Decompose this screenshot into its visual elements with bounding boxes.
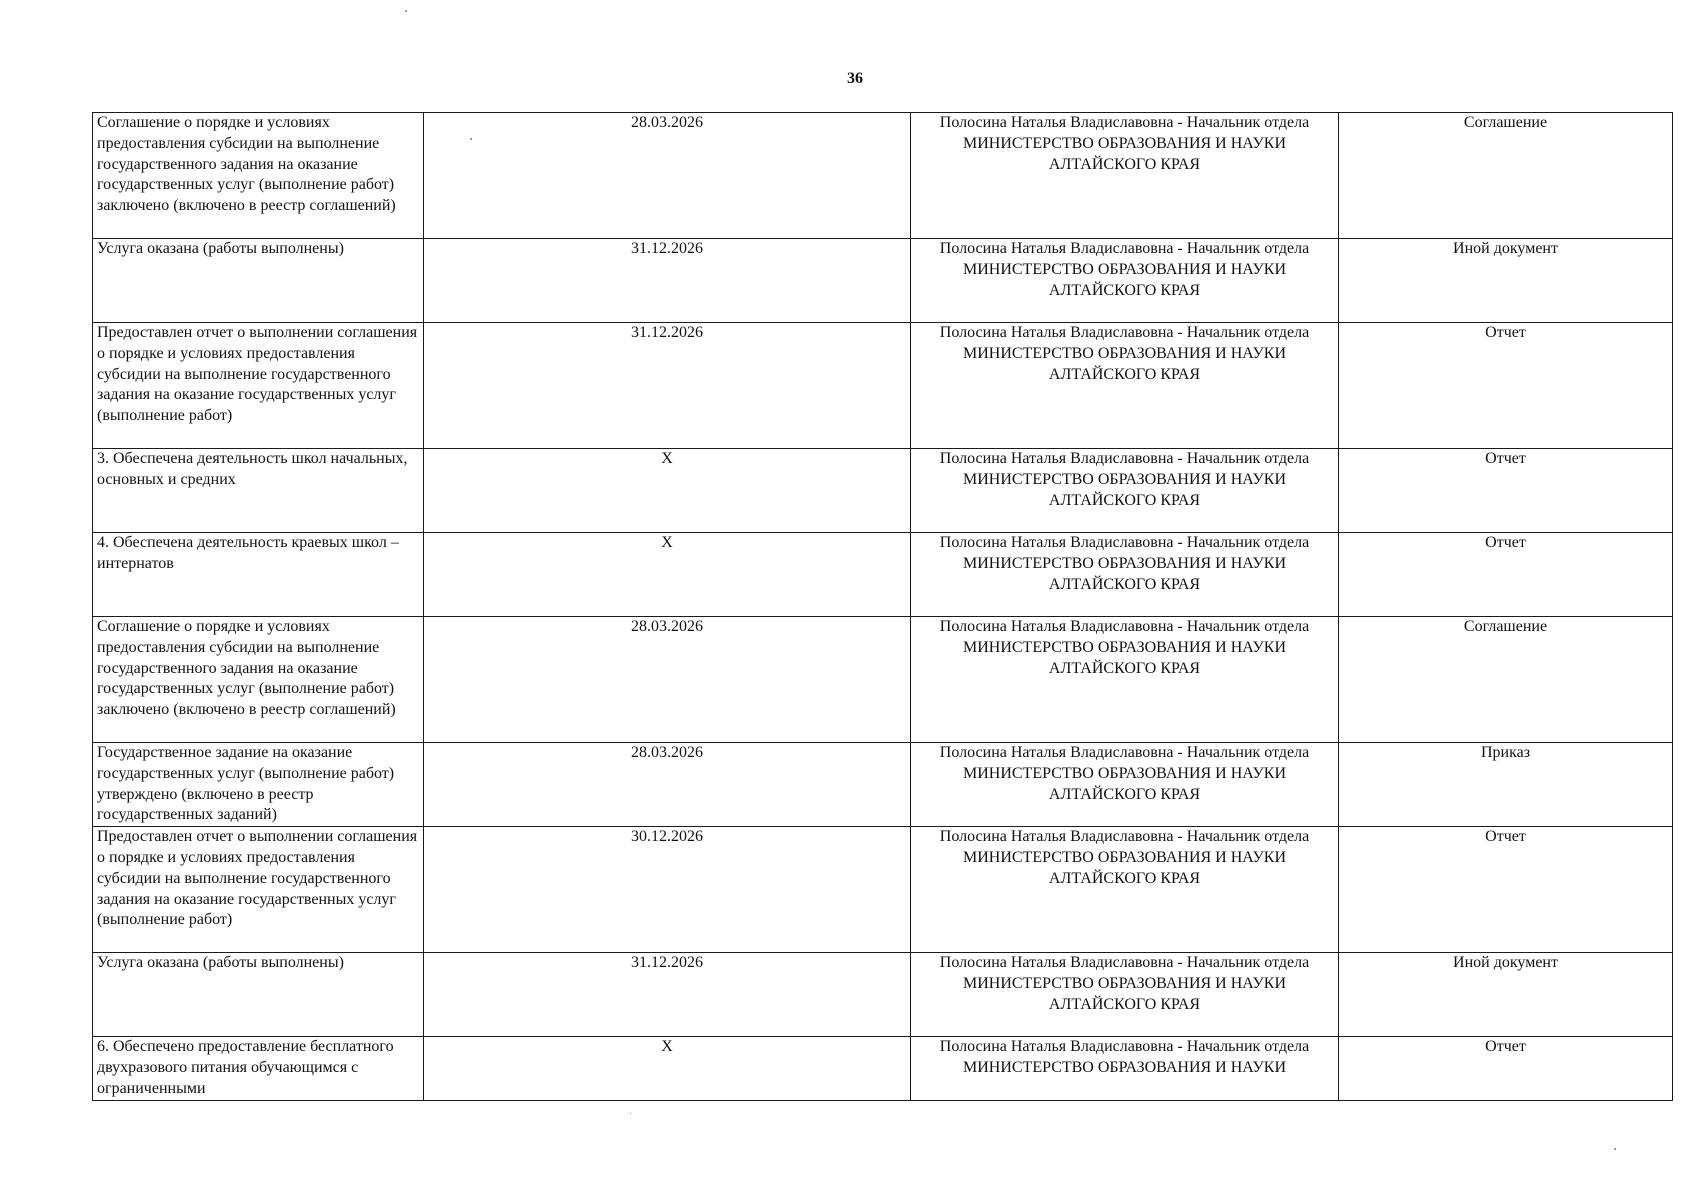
event-cell: Услуга оказана (работы выполнены) [93, 239, 424, 323]
responsible-cell [911, 449, 1339, 533]
date-cell: X [424, 449, 911, 533]
responsible-person: Полосина Наталья Владиславовна - Начальник отдела [939, 618, 1310, 635]
document-type-cell: Отчет [1339, 449, 1673, 533]
event-cell: 6. Обеспечено предоставление бесплатного двухразового питания обучающимся с ограниченными [93, 1037, 424, 1100]
responsible-org: МИНИСТЕРСТВО ОБРАЗОВАНИЯ И НАУКИ АЛТАЙСКОГО КРАЯ [962, 344, 1286, 383]
responsible-person: Полосина Наталья Владиславовна - Начальник отдела [939, 240, 1310, 257]
table-row [93, 617, 1673, 743]
responsible-person: Полосина Наталья Владиславовна - Начальник отдела [939, 534, 1310, 551]
date-cell: 28.03.2026 [424, 617, 911, 743]
event-cell: Соглашение о порядке и условиях предоставления субсидии на выполнение государственного задания на оказание государственных услуг (выполнение работ) заключено (включено в реестр соглашений) [93, 617, 424, 743]
date-cell: 28.03.2026 [424, 113, 911, 239]
scan-speck [470, 138, 472, 140]
table-row [93, 743, 1673, 827]
scan-speck [405, 10, 407, 12]
date-cell: 31.12.2026 [424, 953, 911, 1037]
responsible-org: МИНИСТЕРСТВО ОБРАЗОВАНИЯ И НАУКИ АЛТАЙСКОГО КРАЯ [962, 764, 1286, 803]
responsible-person: Полосина Наталья Владиславовна - Начальник отдела [939, 324, 1310, 341]
date-cell: X [424, 533, 911, 617]
responsible-person: Полосина Наталья Владиславовна - Начальник отдела [939, 114, 1310, 131]
page-number: 36 [847, 70, 863, 87]
event-cell: Предоставлен отчет о выполнении соглашения о порядке и условиях предоставления субсидии на выполнение государственного задания на оказание государственных услуг (выполнение работ) [93, 323, 424, 449]
date-cell: 31.12.2026 [424, 323, 911, 449]
responsible-cell [911, 1037, 1339, 1100]
table-row [93, 239, 1673, 323]
responsible-org: МИНИСТЕРСТВО ОБРАЗОВАНИЯ И НАУКИ АЛТАЙСКОГО КРАЯ [962, 260, 1286, 299]
document-type-cell: Соглашение [1339, 113, 1673, 239]
responsible-person: Полосина Наталья Владиславовна - Начальник отдела [939, 450, 1310, 467]
document-type-cell: Отчет [1339, 1037, 1673, 1100]
date-cell: 30.12.2026 [424, 827, 911, 953]
responsible-cell [911, 617, 1339, 743]
document-type-cell: Приказ [1339, 743, 1673, 827]
table-row [93, 113, 1673, 239]
plan-table [92, 112, 1673, 1101]
scan-speck [630, 1113, 631, 1114]
event-cell: Государственное задание на оказание государственных услуг (выполнение работ) утверждено (включено в реестр государственных заданий) [93, 743, 424, 827]
responsible-person: Полосина Наталья Владиславовна - Начальник отдела [939, 744, 1310, 761]
date-cell: 28.03.2026 [424, 743, 911, 827]
responsible-cell [911, 743, 1339, 827]
table-row [93, 323, 1673, 449]
event-cell: Услуга оказана (работы выполнены) [93, 953, 424, 1037]
scan-speck [1614, 1148, 1616, 1150]
responsible-cell [911, 323, 1339, 449]
responsible-cell [911, 953, 1339, 1037]
table-row [93, 449, 1673, 533]
date-cell: 31.12.2026 [424, 239, 911, 323]
responsible-cell [911, 827, 1339, 953]
responsible-cell [911, 239, 1339, 323]
responsible-org: МИНИСТЕРСТВО ОБРАЗОВАНИЯ И НАУКИ АЛТАЙСКОГО КРАЯ [962, 470, 1286, 509]
document-type-cell: Иной документ [1339, 953, 1673, 1037]
date-cell: X [424, 1037, 911, 1100]
table-row [93, 1037, 1673, 1100]
responsible-org: МИНИСТЕРСТВО ОБРАЗОВАНИЯ И НАУКИ АЛТАЙСКОГО КРАЯ [962, 848, 1286, 887]
table-row [93, 953, 1673, 1037]
responsible-person: Полосина Наталья Владиславовна - Начальник отдела [939, 828, 1310, 846]
responsible-cell [911, 113, 1339, 239]
responsible-org: МИНИСТЕРСТВО ОБРАЗОВАНИЯ И НАУКИ АЛТАЙСКОГО КРАЯ [962, 638, 1286, 677]
responsible-org: МИНИСТЕРСТВО ОБРАЗОВАНИЯ И НАУКИ АЛТАЙСКОГО КРАЯ [962, 134, 1286, 173]
event-cell: Соглашение о порядке и условиях предоставления субсидии на выполнение государственного задания на оказание государственных услуг (выполнение работ) заключено (включено в реестр соглашений) [93, 113, 424, 239]
responsible-cell [911, 533, 1339, 617]
document-type-cell: Соглашение [1339, 617, 1673, 743]
responsible-person: Полосина Наталья Владиславовна - Начальник отдела [939, 1038, 1310, 1056]
document-type-cell: Отчет [1339, 827, 1673, 953]
responsible-org: МИНИСТЕРСТВО ОБРАЗОВАНИЯ И НАУКИ АЛТАЙСКОГО КРАЯ [962, 974, 1286, 1013]
responsible-org: МИНИСТЕРСТВО ОБРАЗОВАНИЯ И НАУКИ АЛТАЙСКОГО КРАЯ [962, 554, 1286, 593]
responsible-person: Полосина Наталья Владиславовна - Начальник отдела [939, 954, 1310, 972]
document-type-cell: Иной документ [1339, 239, 1673, 323]
event-cell: Предоставлен отчет о выполнении соглашения о порядке и условиях предоставления субсидии на выполнение государственного задания на оказание государственных услуг (выполнение работ) [93, 827, 424, 953]
event-cell: 3. Обеспечена деятельность школ начальных, основных и средних [93, 449, 424, 533]
table-row [93, 533, 1673, 617]
table-row [93, 827, 1673, 953]
event-cell: 4. Обеспечена деятельность краевых школ – интернатов [93, 533, 424, 617]
responsible-org: МИНИСТЕРСТВО ОБРАЗОВАНИЯ И НАУКИ [962, 1058, 1286, 1076]
document-type-cell: Отчет [1339, 533, 1673, 617]
document-type-cell: Отчет [1339, 323, 1673, 449]
